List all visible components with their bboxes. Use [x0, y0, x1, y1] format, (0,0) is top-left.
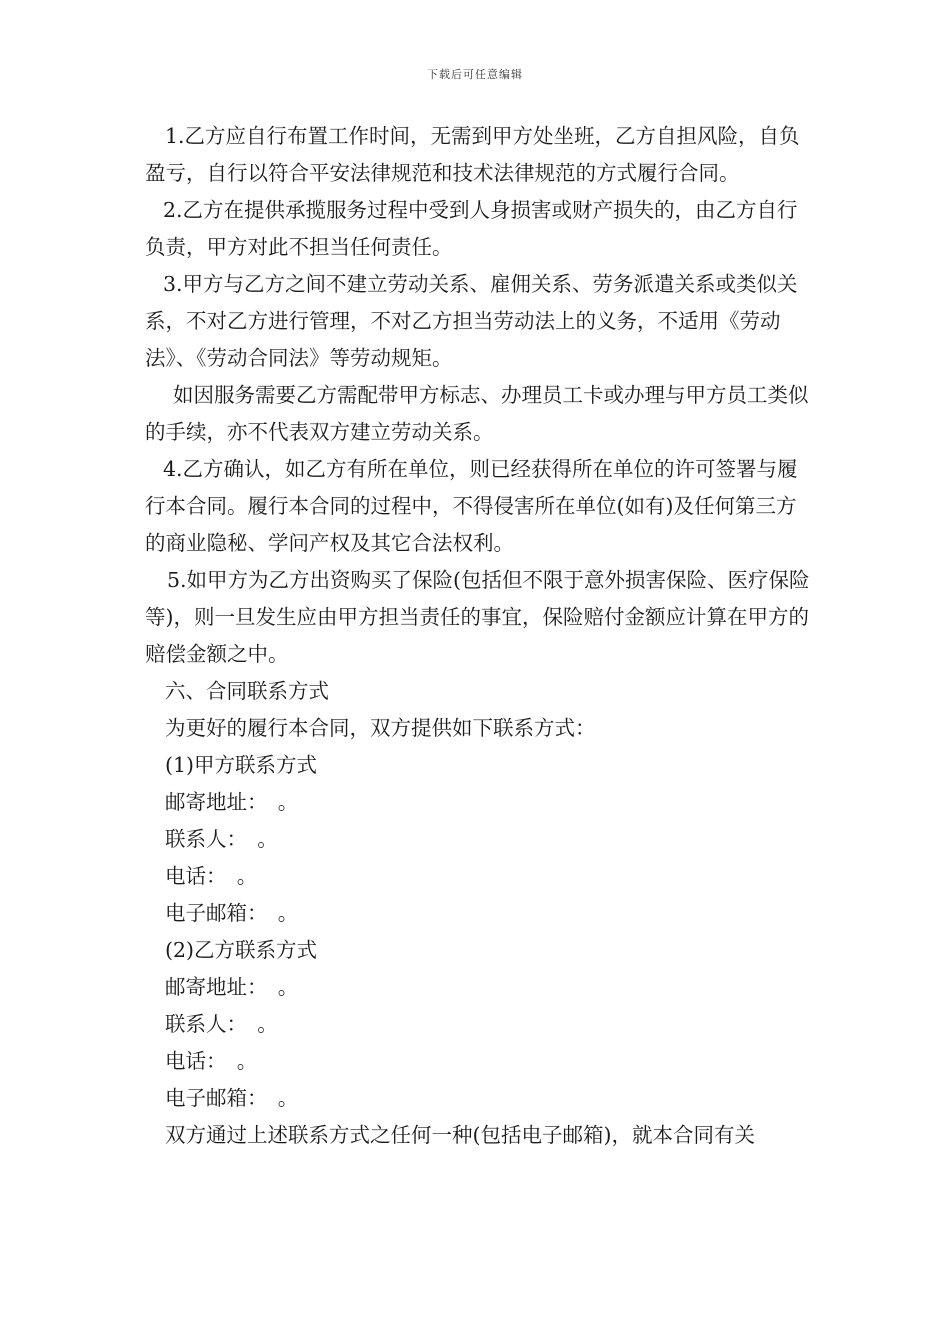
party-b-phone: 电话： 。 — [165, 1049, 258, 1073]
section-title: 六、合同联系方式 — [165, 679, 329, 703]
party-b-heading: (2)乙方联系方式 — [165, 938, 318, 962]
party-a-phone: 电话： 。 — [165, 864, 258, 888]
clause-5: 5.如甲方为乙方出资购买了保险(包括但不限于意外损害保险、医疗保险等)，则一旦发生应由甲方担当责任的事宜，保险赔付金额应计算在甲方的赔偿金额之中。 — [145, 568, 810, 666]
clause-3: 3.甲方与乙方之间不建立劳动关系、雇佣关系、劳务派遣关系或类似关系，不对乙方进行管理，不对乙方担当劳动法上的义务，不适用《劳动法》、《劳动合同法》等劳动规矩。 — [145, 272, 798, 370]
closing-text: 双方通过上述联系方式之任何一种(包括电子邮箱)，就本合同有关 — [165, 1123, 755, 1147]
clause-1: 1.乙方应自行布置工作时间，无需到甲方处坐班，乙方自担风险，自负盈亏，自行以符合平安法律规范和技术法律规范的方式履行合同。 — [145, 124, 800, 185]
party-a-heading: (1)甲方联系方式 — [165, 753, 318, 777]
clause-3-note: 如因服务需要乙方需配带甲方标志、办理员工卡或办理与甲方员工类似的手续，亦不代表双方建立劳动关系。 — [145, 383, 809, 444]
party-b-address: 邮寄地址： 。 — [165, 975, 299, 999]
clause-2: 2.乙方在提供承揽服务过程中受到人身损害或财产损失的，由乙方自行负责，甲方对此不担当任何责任。 — [145, 198, 798, 259]
party-a-address: 邮寄地址： 。 — [165, 790, 299, 814]
party-b-contact: 联系人： 。 — [165, 1012, 278, 1036]
document-body — [145, 118, 810, 1154]
page-header: 下载后可任意编辑 — [427, 68, 523, 81]
party-a-contact: 联系人： 。 — [165, 827, 278, 851]
party-a-email: 电子邮箱： 。 — [165, 901, 299, 925]
clause-4: 4.乙方确认，如乙方有所在单位，则已经获得所在单位的许可签署与履行本合同。履行本合同的过程中，不得侵害所在单位(如有)及任何第三方的商业隐秘、学问产权及其它合法权利。 — [145, 457, 798, 555]
section-intro: 为更好的履行本合同，双方提供如下联系方式： — [165, 716, 596, 740]
party-b-email: 电子邮箱： 。 — [165, 1086, 299, 1110]
